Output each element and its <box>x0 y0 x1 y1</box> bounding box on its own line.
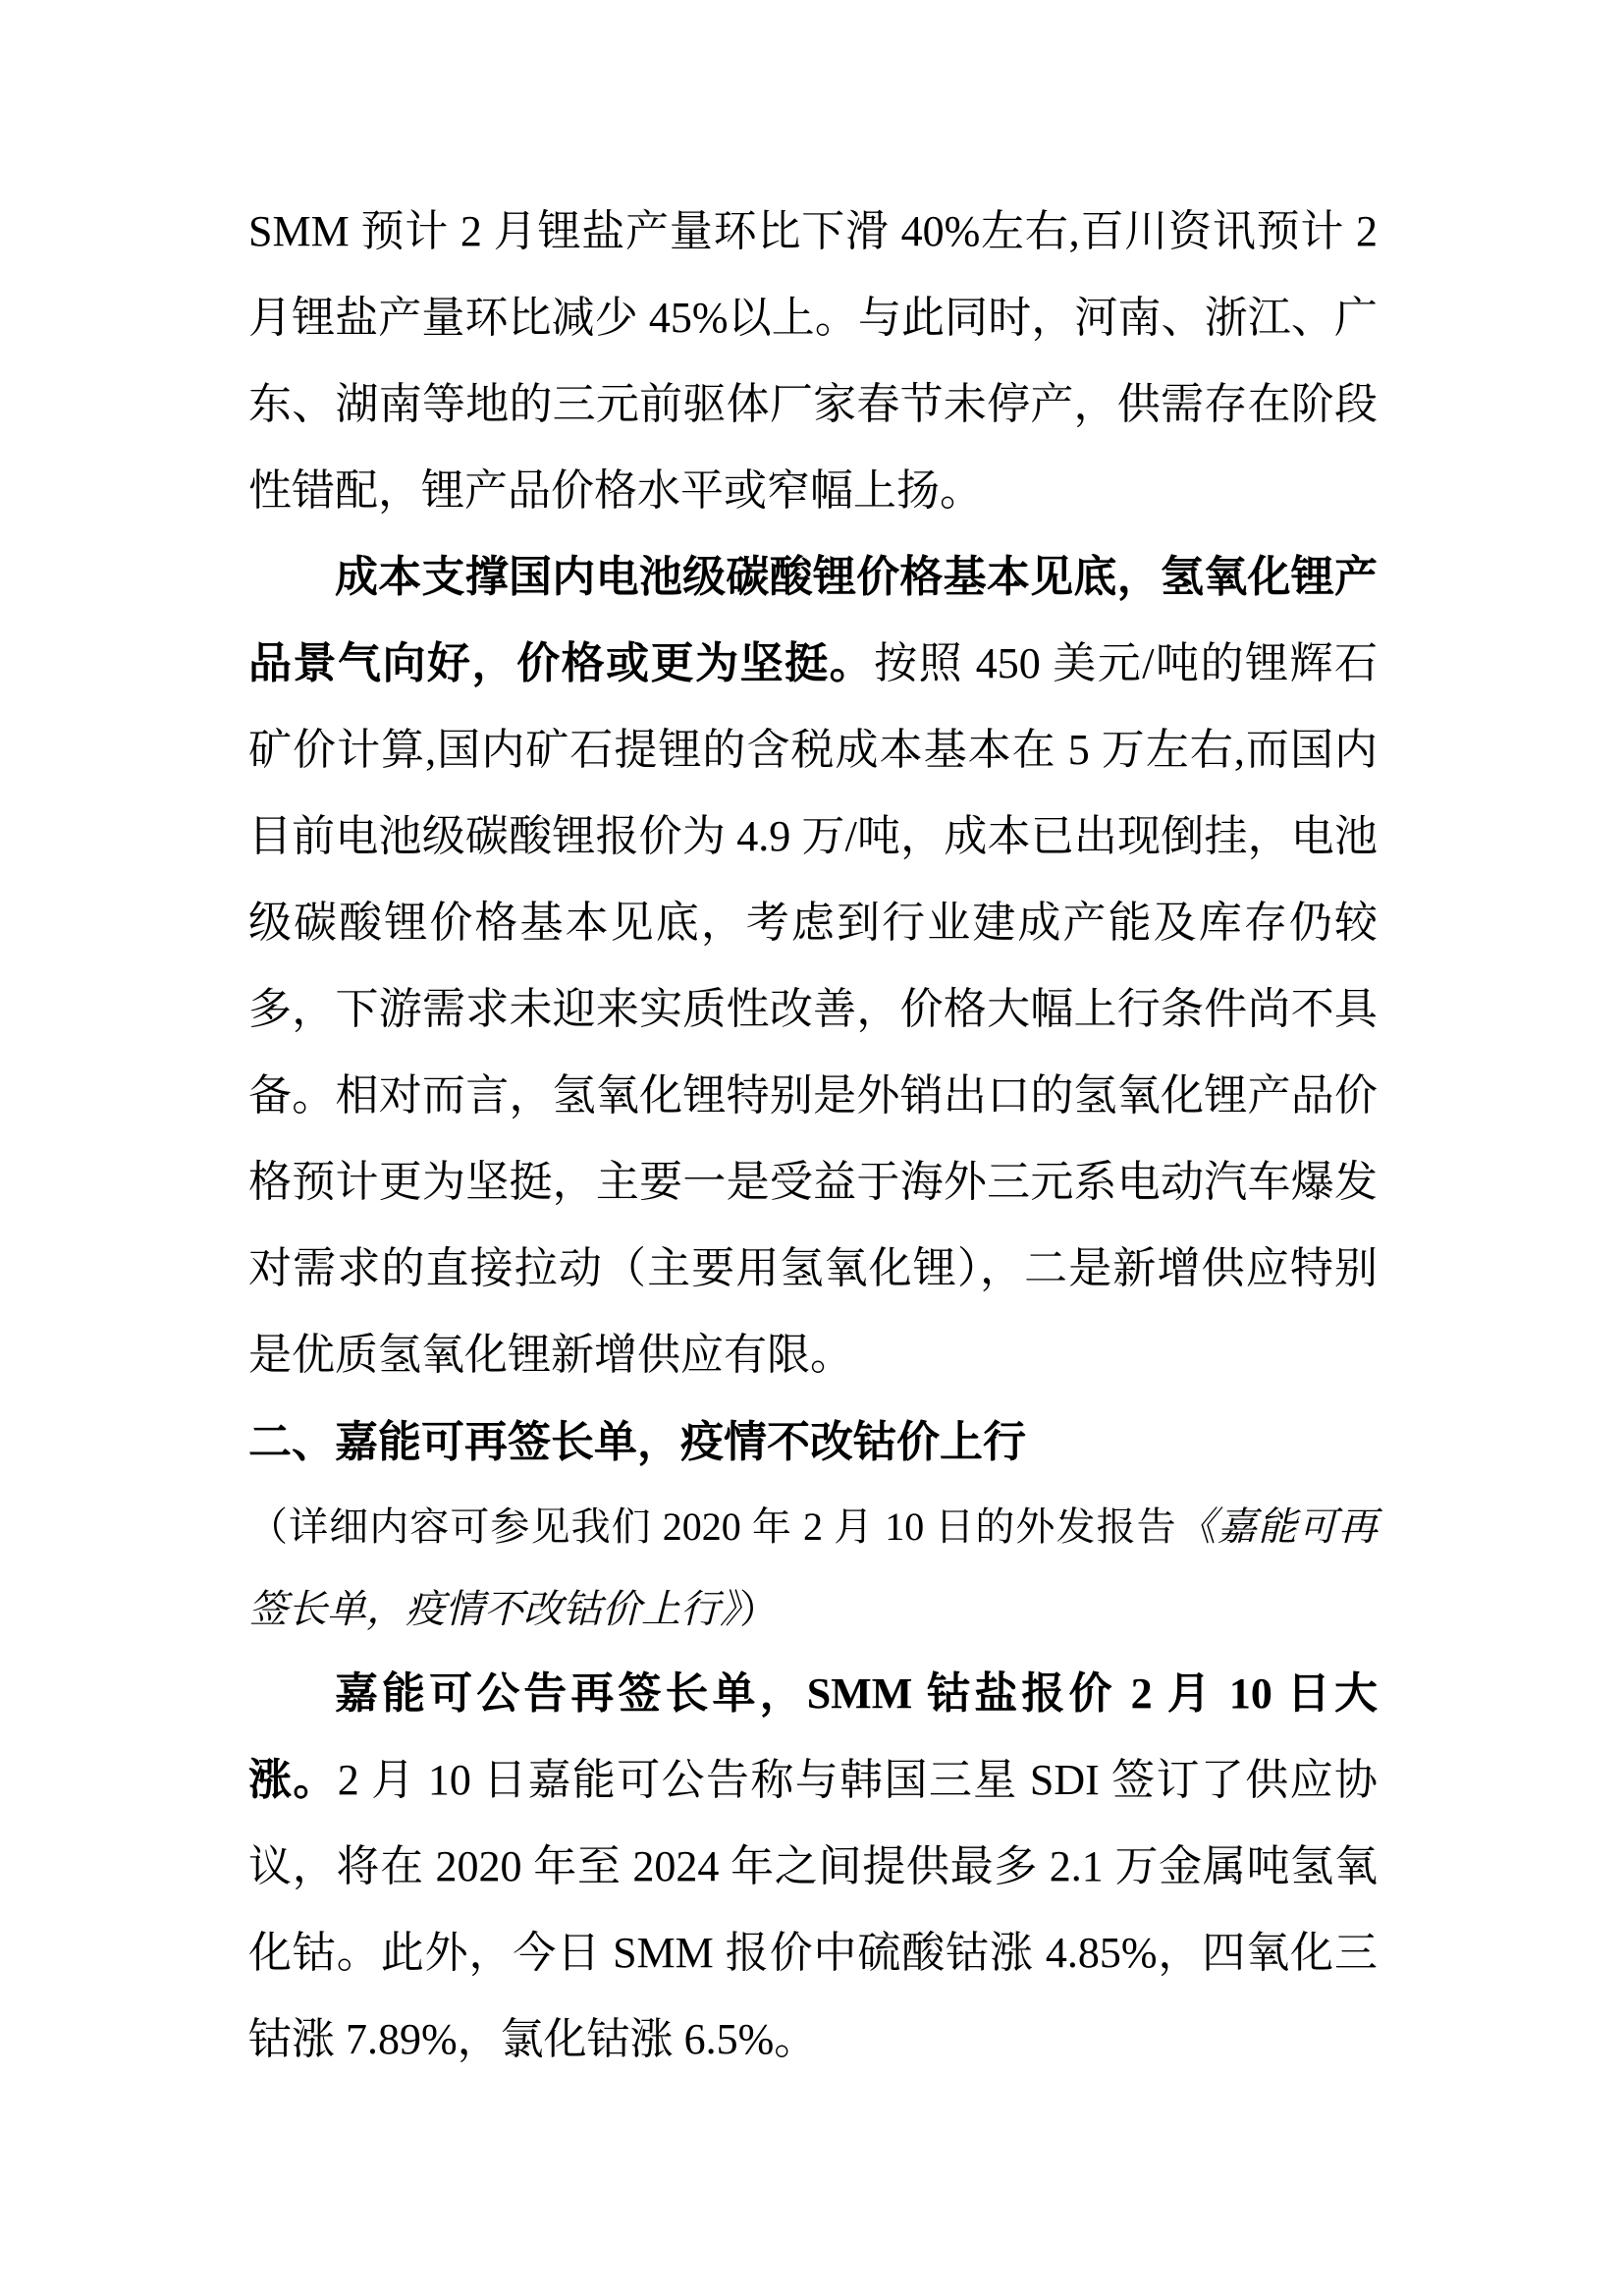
paragraph-cost-support-lead: 成本支撑国内电池级碳酸锂价格基本见底，氢氧化锂产品景气向好，价格或更为坚挺。 <box>248 553 1378 687</box>
report-reference-note-intro: （详细内容可参见我们 2020 年 2 月 10 日的外发报告 <box>248 1504 1177 1549</box>
report-reference-note-title: 《嘉能可再签长单，疫情不改钴价上行》 <box>248 1504 1379 1631</box>
paragraph-glencore-contract-lead: 嘉能可公告再签长单，SMM 钴盐报价 2 月 10 日大涨。 <box>248 1669 1378 1804</box>
paragraph-cost-support-rest: 按照 450 美元/吨的锂辉石矿价计算,国内矿石提锂的含税成本基本在 5 万左右,而国内目前电池级碳酸锂报价为 4.9 万/吨，成本已出现倒挂，电池级碳酸锂价格基本见底，考虑到行业建成产能及库存仍较多，下游需求未迎来实质性改善，价格大幅上行条件尚不具备。相对而言，氢氧化锂特别是外销出口的氢氧化锂产品价格预计更为坚挺，主要一是受益于海外三元系电动汽车爆发对需求的直接拉动（主要用氢氧化锂），二是新增供应特别是优质氢氧化锂新增供应有限。 <box>248 639 1378 1379</box>
paragraph-glencore-contract <box>248 1651 1378 2083</box>
report-reference-note-close: ） <box>739 1587 779 1631</box>
paragraph-glencore-contract-rest: 2 月 10 日嘉能可公告称与韩国三星 SDI 签订了供应协议，将在 2020 年至 2024 年之间提供最多 2.1 万金属吨氢氧化钴。此外，今日 SMM 报价中硫酸钴涨 4.85%，四氧化三钴涨 7.89%，氯化钴涨 6.5%。 <box>248 1756 1378 2063</box>
section-heading-glencore: 二、嘉能可再签长单，疫情不改钴价上行 <box>248 1418 1026 1466</box>
paragraph-cost-support <box>248 534 1378 1398</box>
report-reference-note <box>248 1486 1378 1651</box>
paragraph-lithium-supply <box>248 189 1378 534</box>
paragraph-lithium-supply-text: SMM 预计 2 月锂盐产量环比下滑 40%左右,百川资讯预计 2 月锂盐产量环比减少 45%以上。与此同时，河南、浙江、广东、湖南等地的三元前驱体厂家春节未停产，供需存在阶段性错配，锂产品价格水平或窄幅上扬。 <box>248 207 1378 515</box>
